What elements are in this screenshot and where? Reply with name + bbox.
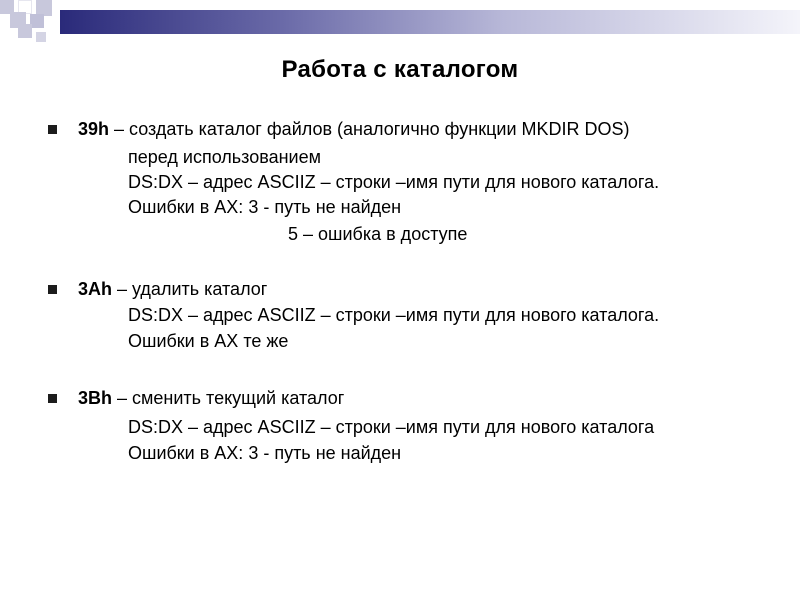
bullet-square-icon bbox=[48, 394, 57, 403]
header-gradient-bar bbox=[60, 10, 800, 34]
function-code: 3Bh bbox=[78, 388, 113, 408]
item-heading bbox=[78, 118, 630, 140]
decor-square bbox=[18, 24, 32, 38]
decor-square bbox=[0, 30, 14, 44]
item-detail-line: DS:DX – адрес ASCIIZ – строки –имя пути для нового каталога. bbox=[128, 305, 660, 325]
function-description: – удалить каталог bbox=[112, 279, 268, 299]
item-detail-line: Ошибки в AX те же bbox=[128, 331, 289, 351]
item-heading bbox=[78, 278, 267, 300]
item-detail-line: Ошибки в AX: 3 - путь не найден bbox=[128, 443, 402, 463]
item-detail-line: 5 – ошибка в доступе bbox=[288, 224, 468, 244]
item-detail-line: перед использованием bbox=[128, 147, 321, 167]
function-code: 39h bbox=[78, 119, 110, 139]
bullet-square-icon bbox=[48, 285, 57, 294]
function-description: – создать каталог файлов (аналогично функции MKDIR DOS) bbox=[109, 119, 630, 139]
function-description: – сменить текущий каталог bbox=[112, 388, 345, 408]
function-code: 3Ah bbox=[78, 279, 113, 299]
decor-square bbox=[36, 32, 46, 42]
item-detail-line: Ошибки в AX: 3 - путь не найден bbox=[128, 197, 402, 217]
decorative-squares bbox=[0, 0, 800, 50]
decor-square bbox=[30, 14, 44, 28]
item-detail-line: DS:DX – адрес ASCIIZ – строки –имя пути для нового каталога bbox=[128, 417, 655, 437]
slide-title: Работа с каталогом bbox=[281, 56, 519, 83]
item-heading bbox=[78, 387, 344, 409]
bullet-square-icon bbox=[48, 125, 57, 134]
item-detail-line: DS:DX – адрес ASCIIZ – строки –имя пути для нового каталога. bbox=[128, 172, 660, 192]
